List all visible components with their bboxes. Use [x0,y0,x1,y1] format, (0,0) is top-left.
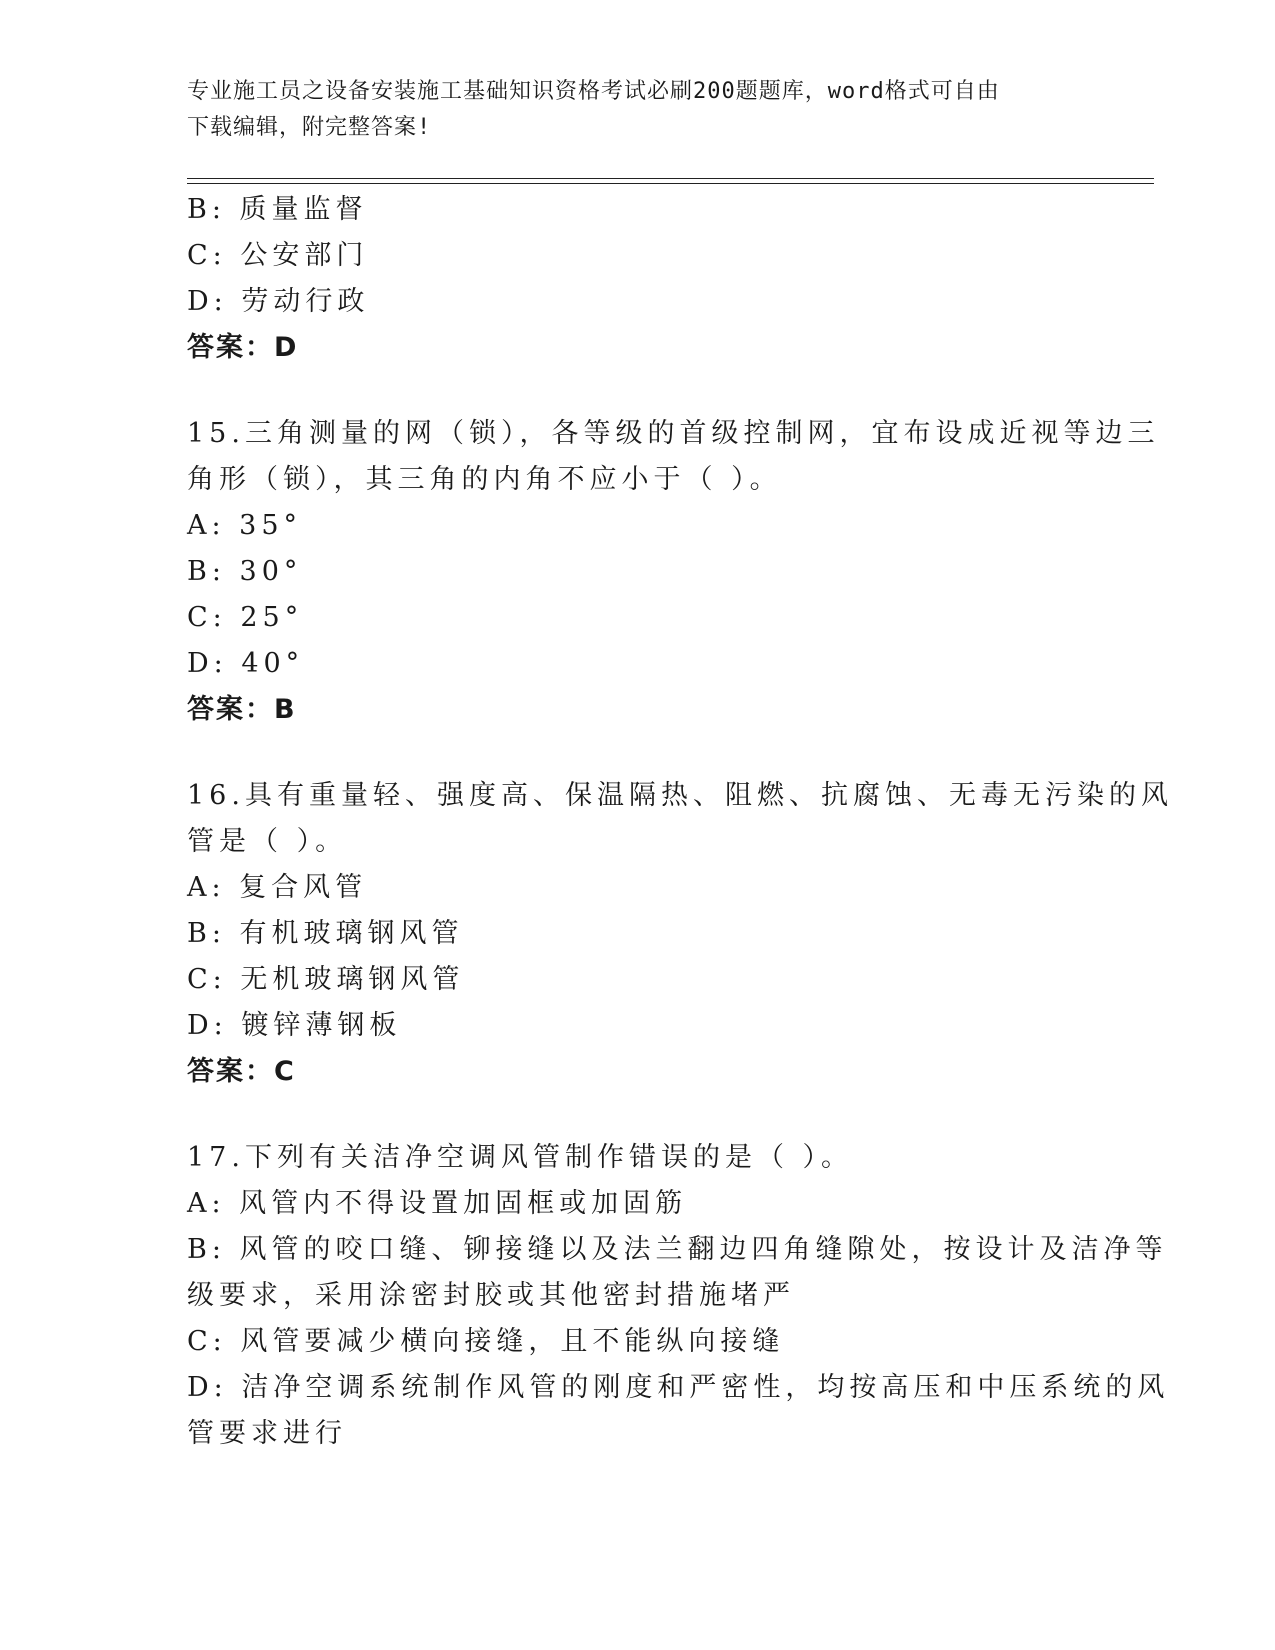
question-14 [187,187,1087,371]
question-list [187,187,1173,1457]
header-divider-bottom [187,183,1154,184]
question-17 [187,1135,1170,1457]
header-line-1: 专业施工员之设备安装施工基础知识资格考试必刷200题题库，word格式可自由 [187,79,1000,104]
question-text-line-1: 16.具有重量轻、强度高、保温隔热、阻燃、抗腐蚀、无毒无污染的风 [187,780,1173,811]
option-a: A: 35° [187,510,303,541]
option-c: C: 25° [187,602,304,633]
option-d: D: 40° [187,648,305,679]
question-16 [187,773,1173,1095]
option-a: A: 风管内不得设置加固框或加固筋 [187,1188,688,1219]
spacer [187,1095,1087,1135]
question-15 [187,411,1160,733]
header-line-2: 下载编辑，附完整答案! [187,115,432,140]
option-b: B: 风管的咬口缝、铆接缝以及法兰翻边四角缝隙处，按设计及洁净等 [187,1234,1168,1265]
option-d: D: 劳动行政 [187,286,370,317]
header-divider-top [187,178,1154,179]
question-text-line-1: 15.三角测量的网（锁），各等级的首级控制网，宜布设成近视等边三 [187,418,1160,449]
option-c: C: 风管要减少横向接缝，且不能纵向接缝 [187,1326,785,1357]
question-text-line-1: 17.下列有关洁净空调风管制作错误的是（ ）。 [187,1142,854,1173]
answer-line: 答案：B [187,694,297,725]
option-a: A: 复合风管 [187,872,368,903]
document-header [187,74,1077,146]
option-d: D: 洁净空调系统制作风管的刚度和严密性，均按高压和中压系统的风 [187,1372,1170,1403]
option-c: C: 公安部门 [187,240,369,271]
question-text-line-2: 角形（锁），其三角的内角不应小于（ ）。 [187,464,782,495]
option-b: B: 30° [187,556,303,587]
option-d: D: 镀锌薄钢板 [187,1010,402,1041]
option-d-continued: 管要求进行 [187,1418,347,1449]
option-b-continued: 级要求，采用涂密封胶或其他密封措施堵严 [187,1280,795,1311]
answer-line: 答案：D [187,332,299,363]
answer-line: 答案：C [187,1056,296,1087]
option-b: B: 质量监督 [187,194,368,225]
option-b: B: 有机玻璃钢风管 [187,918,464,949]
question-text-line-2: 管是（ ）。 [187,826,348,857]
spacer [187,371,1087,411]
spacer [187,733,1087,773]
option-c: C: 无机玻璃钢风管 [187,964,465,995]
